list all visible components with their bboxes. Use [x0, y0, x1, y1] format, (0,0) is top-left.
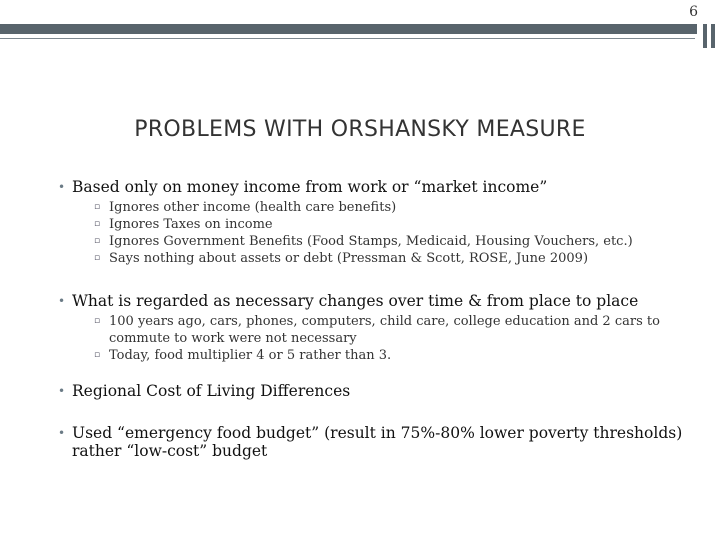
header-divider [0, 38, 695, 39]
bullet-dot-icon: • [58, 426, 66, 440]
square-bullet-icon: ▫ [94, 350, 101, 360]
sub-list [72, 313, 688, 364]
bullet-text: Based only on money income from work or “market income” [72, 178, 548, 196]
square-bullet-icon: ▫ [94, 202, 101, 212]
bullet-text: Regional Cost of Living Differences [72, 382, 351, 400]
bullet-item [58, 382, 350, 400]
bullet-text: Used “emergency food budget” (result in 75%-80% lower poverty thresholds) rather “low-cost” budget [72, 424, 683, 460]
sub-bullet-text: Ignores other income (health care benefits) [109, 200, 397, 215]
square-bullet-icon: ▫ [94, 253, 101, 263]
bullet-dot-icon: • [58, 384, 66, 398]
square-bullet-icon: ▫ [94, 219, 101, 229]
sub-bullet-item [94, 216, 633, 233]
slide-number: 6 [689, 4, 698, 20]
sub-bullet-text: Says nothing about assets or debt (Pressman & Scott, ROSE, June 2009) [109, 251, 589, 266]
bullet-item [58, 292, 688, 364]
bullet-item [58, 178, 633, 267]
bullet-dot-icon: • [58, 180, 66, 194]
sub-bullet-text: Ignores Government Benefits (Food Stamps, Medicaid, Housing Vouchers, etc.) [109, 234, 633, 249]
square-bullet-icon: ▫ [94, 236, 101, 246]
header-accent-right [711, 24, 715, 48]
header-accent-left [703, 24, 707, 48]
header-bar [0, 24, 697, 34]
square-bullet-icon: ▫ [94, 316, 101, 326]
sub-bullet-item [94, 199, 633, 216]
sub-bullet-item [94, 313, 688, 347]
sub-bullet-text: Today, food multiplier 4 or 5 rather than 3. [109, 348, 392, 363]
sub-bullet-item [94, 250, 633, 267]
bullet-dot-icon: • [58, 294, 66, 308]
sub-bullet-item [94, 347, 688, 364]
bullet-text: What is regarded as necessary changes over time & from place to place [72, 292, 639, 310]
sub-bullet-text: Ignores Taxes on income [109, 217, 273, 232]
sub-bullet-text: 100 years ago, cars, phones, computers, child care, college education and 2 cars to commute to work were not necessary [109, 314, 660, 346]
slide-title: PROBLEMS WITH ORSHANSKY MEASURE [134, 117, 586, 142]
sub-list [72, 199, 633, 267]
bullet-item [58, 424, 688, 460]
sub-bullet-item [94, 233, 633, 250]
